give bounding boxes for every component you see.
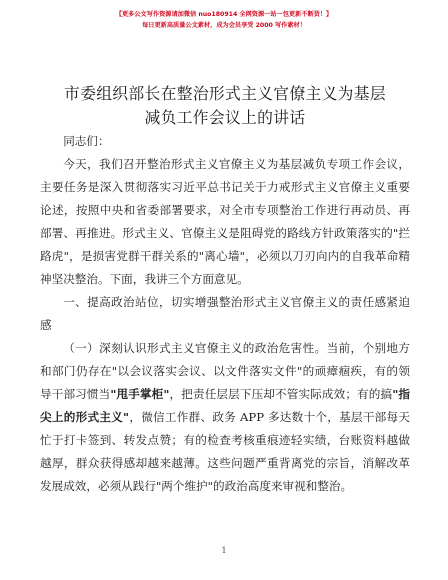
bold-phrase-1: "甩手掌柜" (110, 387, 170, 401)
document-body (40, 130, 410, 498)
paragraph-section-1-1 (40, 337, 410, 498)
para-lead-text: （一）深刻认识形式主义官僚主义的政治危害性。当前，个别地方和部门仍存在"以会议落实会议、以文件落实文件"的顽瘴痼疾，有的领导干部习惯当 (40, 341, 410, 401)
bold-phrase-2: "指尖上的形式主义" (40, 387, 410, 424)
section-heading-1: 一、提高政治站位，切实增强整治形式主义官僚主义的责任感紧迫感 (40, 295, 410, 332)
promo-banner-line-2: 每日更新高质量公文素材，成为会员享受 2000 写作素材！ (142, 22, 306, 29)
promo-banner (0, 9, 448, 31)
document-title (40, 82, 410, 130)
para-tail-text: ，微信工作群、政务 APP 多达数十个，基层干部每天忙于打卡签到、转发点赞；有的检查考核重痕迹轻实绩，台账资料越做越厚，群众获得感却越来越薄。这些问题严重背离党的宗旨，消解改革发展成效，必须从践行"两个维护"的政治高度来审视和整治。 (40, 410, 410, 493)
title-line-2: 减负工作会议上的讲话 (144, 108, 306, 127)
salutation: 同志们： (63, 134, 110, 148)
page-number: 1 (221, 546, 227, 555)
paragraph-intro: 今天，我们召开整治形式主义官僚主义为基层减负专项工作会议，主要任务是深入贯彻落实习近平总书记关于力戒形式主义官僚主义重要论述，按照中央和省委部署要求，对全市专项整治工作进行再动员、再部署、再推进。形式主义、官僚主义是阻碍党的路线方针政策落实的"拦路虎"，是损害党群干群关系的"离心墙"，必须以刀刃向内的自我革命精神坚决整治。下面，我讲三个方面意见。 (40, 157, 410, 286)
para-mid-text: ，把责任层层下压却不管实际成效；有的搞 (169, 387, 393, 401)
promo-banner-line-1: 【更多公文写作资源请加微信 nuo180914 全网资源一站一包更新不断货！】 (115, 11, 333, 18)
title-line-1: 市委组织部长在整治形式主义官僚主义为基层 (64, 84, 386, 103)
